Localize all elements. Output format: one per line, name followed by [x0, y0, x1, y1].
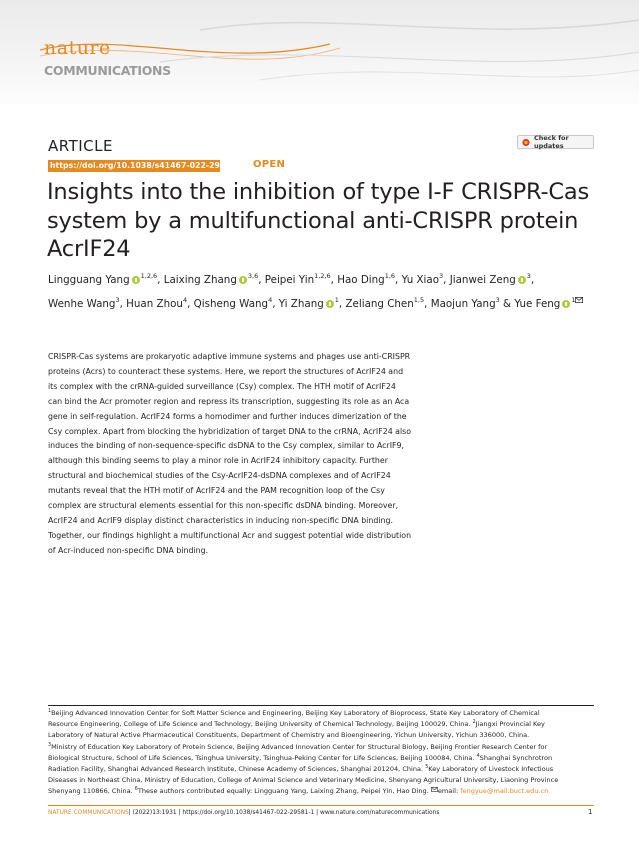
author-separator: , — [258, 274, 265, 286]
footnote-line — [48, 742, 594, 753]
author-affiliation: 1,6 — [384, 272, 396, 280]
footnote-line — [48, 708, 594, 719]
author-separator: , — [338, 298, 346, 310]
envelope-icon[interactable] — [575, 297, 583, 303]
author-name[interactable]: Hao Ding — [337, 274, 385, 286]
author-separator: , — [187, 298, 194, 310]
check-for-updates-button[interactable] — [517, 135, 594, 149]
title-line: AcrIF24 — [47, 236, 131, 262]
refresh-badge-icon — [522, 138, 530, 147]
abstract-line: CRISPR-Cas systems are prokaryotic adaptive immune systems and phages use anti-CRISPR — [48, 352, 411, 361]
author-separator: , — [395, 274, 402, 286]
author-affiliation: 1,2,6 — [314, 272, 331, 280]
author-name[interactable]: Zeliang Chen — [345, 298, 414, 310]
abstract-paragraph — [48, 350, 448, 559]
author-list — [48, 268, 608, 316]
author-affiliation: 3 — [526, 272, 531, 280]
author-affiliation: 4 — [268, 296, 273, 304]
author-separator: & — [499, 298, 515, 310]
footnote-marker: 3 — [48, 742, 52, 748]
orcid-icon[interactable] — [132, 276, 140, 284]
author-affiliation: 3 — [495, 296, 500, 304]
footnote-text: Shenyang 110866, China. — [48, 787, 133, 796]
footer-divider — [48, 805, 594, 806]
footnote-text: These authors contributed equally: Lingguang Yang, Laixing Zhang, Peipei Yin, Hao Ding. — [137, 787, 429, 796]
footnote-line — [48, 775, 594, 786]
abstract-line: Csy complex. Apart from blocking the hybridization of target DNA to the crRNA, AcrIF24 also — [48, 426, 412, 436]
footnote-line — [48, 764, 594, 775]
orcid-icon[interactable] — [239, 276, 247, 284]
abstract-line: of Acr-induced non-specific DNA binding. — [48, 545, 209, 555]
author-separator: , — [443, 274, 450, 286]
author-affiliation: 3,6 — [247, 272, 259, 280]
author-name[interactable]: Lingguang Yang — [48, 274, 130, 286]
abstract-line: gene in self-regulation. AcrIF24 forms a homodimer and further induces dimerization of the — [48, 411, 407, 421]
author-name[interactable]: Yue Feng — [514, 298, 561, 310]
orcid-icon[interactable] — [518, 276, 526, 284]
abstract-line: structural and biochemical studies of the Csy-AcrIF24-dsDNA complexes and of AcrIF24 — [48, 471, 391, 481]
author-name[interactable]: Yu Xiao — [401, 274, 440, 286]
author-separator: , — [330, 274, 338, 286]
footer-citation[interactable]: | (2022)13:1931 | https://doi.org/10.1038/s41467-022-29581-1 | www.nature.com/naturecommunications — [128, 810, 440, 816]
abstract-line: its complex with the crRNA-guided surveillance (Csy) complex. The HTH motif of AcrIF24 — [48, 381, 396, 391]
abstract-line: can bind the Acr promoter region and repress its transcription, suggesting its role as an Aca — [48, 396, 410, 406]
corresponding-email-link[interactable]: fengyue@mail.buct.edu.cn — [460, 787, 549, 796]
abstract-line: mutants reveal that the HTH motif of AcrIF24 and the PAM recognition loop of the Csy — [48, 486, 385, 496]
author-line — [48, 292, 608, 316]
doi-link[interactable]: https://doi.org/10.1038/s41467-022-29581-1 — [50, 161, 245, 170]
check-for-updates-label: Check for updates — [533, 134, 569, 150]
author-affiliation: 3 — [439, 272, 444, 280]
author-separator: , — [119, 298, 127, 310]
title-line: Insights into the inhibition of type I-F CRISPR-Cas — [47, 179, 590, 205]
author-line — [48, 268, 608, 292]
author-name[interactable]: Yi Zhang — [278, 298, 324, 310]
author-name[interactable]: Wenhe Wang — [48, 298, 116, 310]
article-type-label: ARTICLE — [48, 137, 113, 155]
author-separator: , — [157, 274, 164, 286]
footnote-line — [48, 786, 594, 797]
footnote-text: Resource Engineering, College of Life Science and Technology, Beijing University of Chemical Technology, Beijing 100029, China. — [48, 720, 471, 729]
open-access-label: OPEN — [253, 159, 286, 170]
author-name[interactable]: Huan Zhou — [126, 298, 183, 310]
footer-journal-name: NATURE COMMUNICATIONS — [48, 810, 129, 816]
title-line: system by a multifunctional anti-CRISPR protein — [47, 207, 579, 234]
envelope-icon — [431, 787, 438, 792]
footnote-line — [48, 719, 594, 730]
footnote-marker: 6 — [134, 787, 138, 793]
abstract-line: Together, our findings highlight a multifunctional Acr and suggest potential wide distribution — [48, 530, 412, 540]
footnote-text: Key Laboratory of Livestock Infectious — [428, 765, 554, 774]
page-footer — [48, 809, 578, 817]
author-name[interactable]: Qisheng Wang — [193, 298, 269, 310]
journal-logo-nature: nature — [44, 37, 111, 59]
footnote-text: Jiangxi Provincial Key — [475, 720, 545, 729]
abstract-line: induces the binding of non-sequence-specific dsDNA to the Csy complex, similar to AcrIF9, — [48, 441, 405, 451]
journal-logo-communications: COMMUNICATIONS — [44, 63, 171, 78]
footnote-text: Diseases in Northeast China, Ministry of Education, College of Animal Science and Veterinary Medicine, Shenyang Agricultural University, Liaoning Province — [48, 776, 559, 785]
author-affiliation: 1 — [334, 296, 339, 304]
author-affiliation: 4 — [182, 296, 188, 304]
author-affiliation: 1,2,6 — [140, 272, 158, 280]
abstract-line: AcrIF24 and AcrIF9 display distinct characteristics in inducing non-specific DNA binding. — [48, 515, 393, 525]
email-label: email: — [437, 787, 459, 796]
author-name[interactable]: Peipei Yin — [264, 274, 315, 286]
footnote-text: Laboratory of Natural Active Pharmaceutical Constituents, Department of Chemistry and Bioengineering, Yichun University, Yichun 336000, China. — [48, 731, 530, 740]
footnote-text: Shanghai Synchrotron — [479, 753, 553, 762]
footnote-line — [48, 753, 594, 764]
footnote-divider — [48, 705, 594, 706]
abstract-line: complex are structural elements essential for this non-specific dsDNA binding. Moreover, — [48, 501, 399, 511]
orcid-icon[interactable] — [326, 300, 334, 308]
page-number: 1 — [588, 808, 593, 816]
abstract-line: although this binding seems to play a minor role in AcrIF24 inhibitory capacity. Further — [48, 456, 388, 466]
abstract-line: proteins (Acrs) to counteract these systems. Here, we report the structures of AcrIF24 and — [48, 366, 404, 376]
footnote-text: Radiation Facility, Shanghai Advanced Research Institute, Chinese Academy of Sciences, Shanghai 201204, China. — [48, 765, 424, 774]
footnote-text: Ministry of Education Key Laboratory of Protein Science, Beijing Advanced Innovation Center for Structural Biology, Beijing Frontier Research Center for — [51, 742, 548, 751]
footnote-text: Biological Structure, School of Life Sciences, Tsinghua University, Tsinghua-Peking Center for Life Sciences, Beijing 100084, China. — [48, 753, 475, 762]
affiliation-footnotes — [48, 708, 594, 798]
author-name[interactable]: Maojun Yang — [430, 298, 496, 310]
footnote-line — [48, 730, 594, 741]
author-affiliation: 1 — [571, 296, 576, 304]
author-affiliation: 1,5 — [413, 296, 425, 304]
author-separator: , — [530, 274, 535, 286]
author-separator: , — [424, 298, 431, 310]
footnote-marker: 4 — [476, 753, 480, 759]
article-title — [47, 178, 607, 264]
footnote-marker: 5 — [425, 765, 429, 771]
footnote-marker: 2 — [472, 720, 476, 726]
author-separator: , — [272, 298, 279, 310]
orcid-icon[interactable] — [562, 300, 570, 308]
footnote-text: Beijing Advanced Innovation Center for Soft Matter Science and Engineering, Beijing Key Laboratory of Bioprocess, State Key Laboratory of Chemical — [51, 709, 540, 717]
author-name[interactable]: Jianwei Zeng — [449, 274, 516, 286]
author-affiliation: 3 — [115, 296, 120, 304]
footnote-marker: 1 — [48, 709, 52, 714]
author-name[interactable]: Laixing Zhang — [163, 274, 237, 286]
